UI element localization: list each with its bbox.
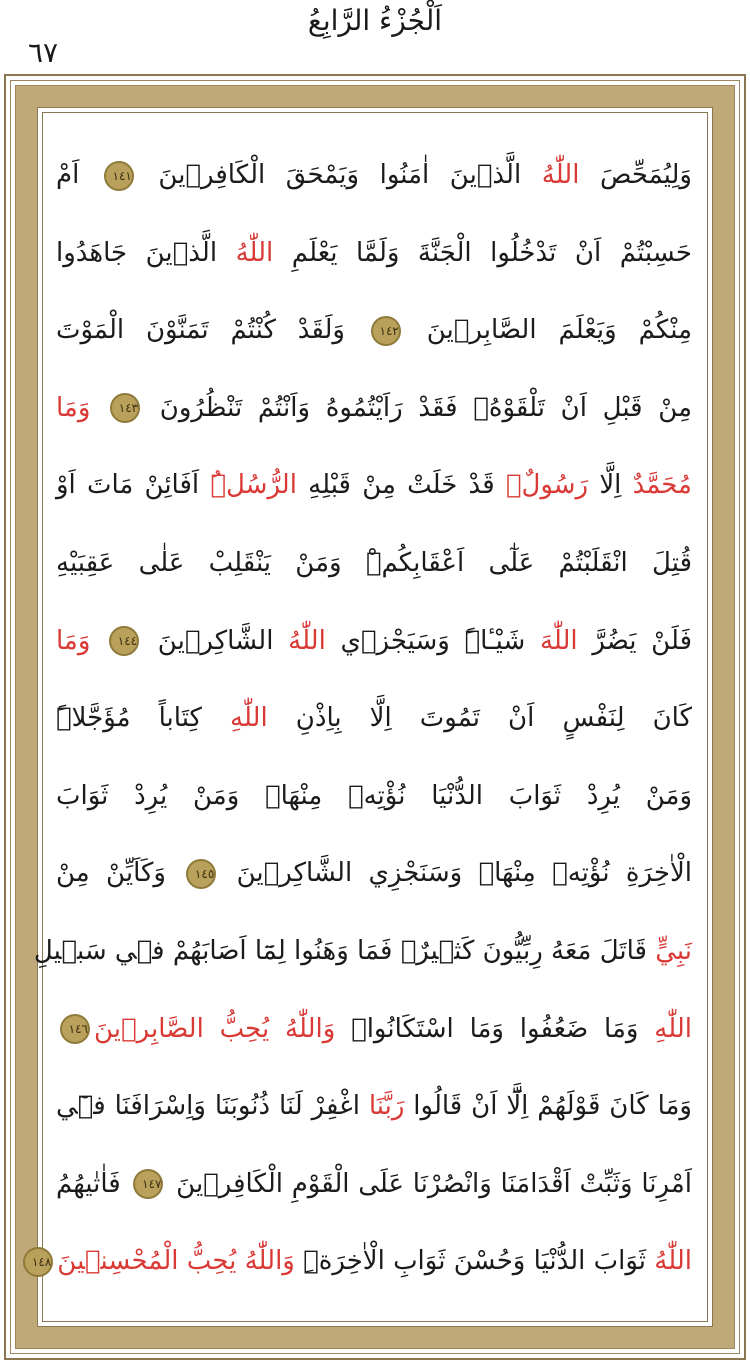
verse-text: شَيْـٔاًۜ وَسَيَجْز۪ي [325, 625, 540, 656]
verse-text: فَاٰتٰيهُمُ [56, 1168, 130, 1199]
highlighted-word: وَمَا [56, 392, 107, 423]
verse-line [56, 528, 692, 599]
verse-text: الَّذ۪ينَ جَاهَدُوا [56, 237, 236, 268]
verse-line [56, 1071, 692, 1142]
verse-text: حَسِبْتُمْ اَنْ تَدْخُلُوا الْجَنَّةَ وَلَمَّا يَعْلَمِ [273, 237, 692, 268]
verse-text: اَفَائِنْ مَاتَ اَوْ [56, 470, 211, 501]
page-number: ٦٧ [28, 36, 59, 69]
highlighted-word: مُحَمَّدٌ [632, 470, 692, 501]
verse-text: مِنْكُمْ وَيَعْلَمَ الصَّابِر۪ينَ [404, 315, 692, 346]
verse-line [56, 450, 692, 521]
verse-line [56, 606, 692, 677]
verse-line [56, 683, 692, 754]
verse-text: قُتِلَ انْقَلَبْتُمْ عَلٰٓى اَعْقَابِكُمْۜ وَمَنْ يَنْقَلِبْ عَلٰى عَقِبَيْهِ [56, 547, 692, 578]
verse-number-marker: ١٤٢ [371, 316, 401, 346]
highlighted-word: الرُّسُلُۜ [210, 470, 297, 501]
verse-number-marker: ١٤٣ [110, 393, 140, 423]
highlighted-word: رَبَّنَا [368, 1091, 405, 1122]
verse-line [56, 1149, 692, 1220]
verse-text: الَّذ۪ينَ اٰمَنُوا وَيَمْحَقَ الْكَافِر۪ينَ [137, 160, 542, 190]
verse-text: وَمَا ضَعُفُوا وَمَا اسْتَكَانُواۜ [335, 1013, 655, 1044]
verse-text: الشَّاكِر۪ينَ [143, 625, 289, 656]
highlighted-word: نَبِيٍّ [655, 935, 692, 966]
highlighted-word: اللّٰهُ [235, 237, 274, 268]
verse-text: كِتَاباً مُؤَجَّلاًۜ [56, 703, 230, 734]
highlighted-word: اللّٰهِ [654, 1013, 692, 1044]
highlighted-word: وَاللّٰهُ يُحِبُّ الصَّابِر۪ينَ [94, 1013, 336, 1044]
verse-text: وَكَاَيِّنْ مِنْ [56, 858, 183, 889]
verse-line [56, 994, 692, 1065]
verse-line [31, 1226, 692, 1297]
verse-text: وَمَنْ يُرِدْ ثَوَابَ الدُّنْيَا نُؤْتِه۪ مِنْهَاۚ وَمَنْ يُرِدْ ثَوَابَ [56, 780, 692, 811]
verse-line [56, 838, 692, 909]
verse-line [56, 295, 692, 366]
highlighted-word: اللّٰهُ [654, 1246, 692, 1277]
verse-number-marker: ١٤٤ [109, 626, 139, 656]
verse-text: مِنْ قَبْلِ اَنْ تَلْقَوْهُۖ فَقَدْ رَاَيْتُمُوهُ وَاَنْتُمْ تَنْظُرُونَ [144, 392, 692, 423]
verse-text: اَمْ [56, 160, 100, 190]
verse-text: وَلِيُمَحِّصَ [579, 160, 692, 190]
verse-text: اِلَّا [588, 470, 633, 501]
highlighted-word: اللّٰهُ [541, 160, 580, 190]
verse-text: وَمَا كَانَ قَوْلَهُمْ اِلَّٓا اَنْ قَالُوا [404, 1091, 692, 1122]
verse-text: كَانَ لِنَفْسٍ اَنْ تَمُوتَ اِلَّا بِاِذْنِ [267, 703, 692, 734]
verse-line [56, 373, 692, 444]
highlighted-word: وَمَا [56, 625, 106, 656]
verse-text: قَاتَلَ مَعَهُ رِبِّيُّونَ كَث۪يرٌۚ فَمَا وَهَنُوا لِمَٓا اَصَابَهُمْ ف۪ي سَب۪يلِ [33, 935, 656, 966]
verse-text: الْاٰخِرَةِ نُؤْتِه۪ مِنْهَاۜ وَسَنَجْزِي الشَّاكِر۪ينَ [220, 858, 692, 889]
verse-text: ثَوَابَ الدُّنْيَا وَحُسْنَ ثَوَابِ الْاٰخِرَةِۜ [294, 1246, 655, 1277]
verse-text: اغْفِرْ لَنَا ذُنُوبَنَا وَاِسْرَافَنَا ف۪ٓي [56, 1091, 369, 1122]
verse-line [56, 140, 692, 211]
verse-line [56, 218, 692, 289]
highlighted-word: رَسُولٌۚ [505, 470, 589, 501]
verse-line [33, 916, 692, 987]
verse-number-marker: ١٤٧ [133, 1169, 163, 1199]
verse-number-marker: ١٤١ [104, 161, 134, 191]
highlighted-word: اللّٰهَ [539, 625, 578, 656]
verse-text: قَدْ خَلَتْ مِنْ قَبْلِهِ [296, 470, 506, 501]
verse-line [56, 761, 692, 832]
highlighted-word: اللّٰهُ [288, 625, 326, 656]
verse-number-marker: ١٤٨ [23, 1247, 53, 1277]
verse-text: وَلَقَدْ كُنْتُمْ تَمَنَّوْنَ الْمَوْتَ [56, 315, 367, 346]
juz-title: اَلْجُزْءُ الرَّابِعُ [307, 4, 443, 37]
quran-text-body [31, 120, 692, 1296]
verse-text: اَمْرِنَا وَثَبِّتْ اَقْدَامَنَا وَانْصُرْنَا عَلَى الْقَوْمِ الْكَافِر۪ينَ [167, 1168, 692, 1199]
highlighted-word: اللّٰهِ [230, 703, 268, 734]
verse-text: فَلَنْ يَضُرَّ [577, 625, 692, 656]
verse-number-marker: ١٤٥ [186, 859, 216, 889]
verse-number-marker: ١٤٦ [60, 1014, 90, 1044]
highlighted-word: وَاللّٰهُ يُحِبُّ الْمُحْسِن۪ينَ [57, 1246, 295, 1277]
